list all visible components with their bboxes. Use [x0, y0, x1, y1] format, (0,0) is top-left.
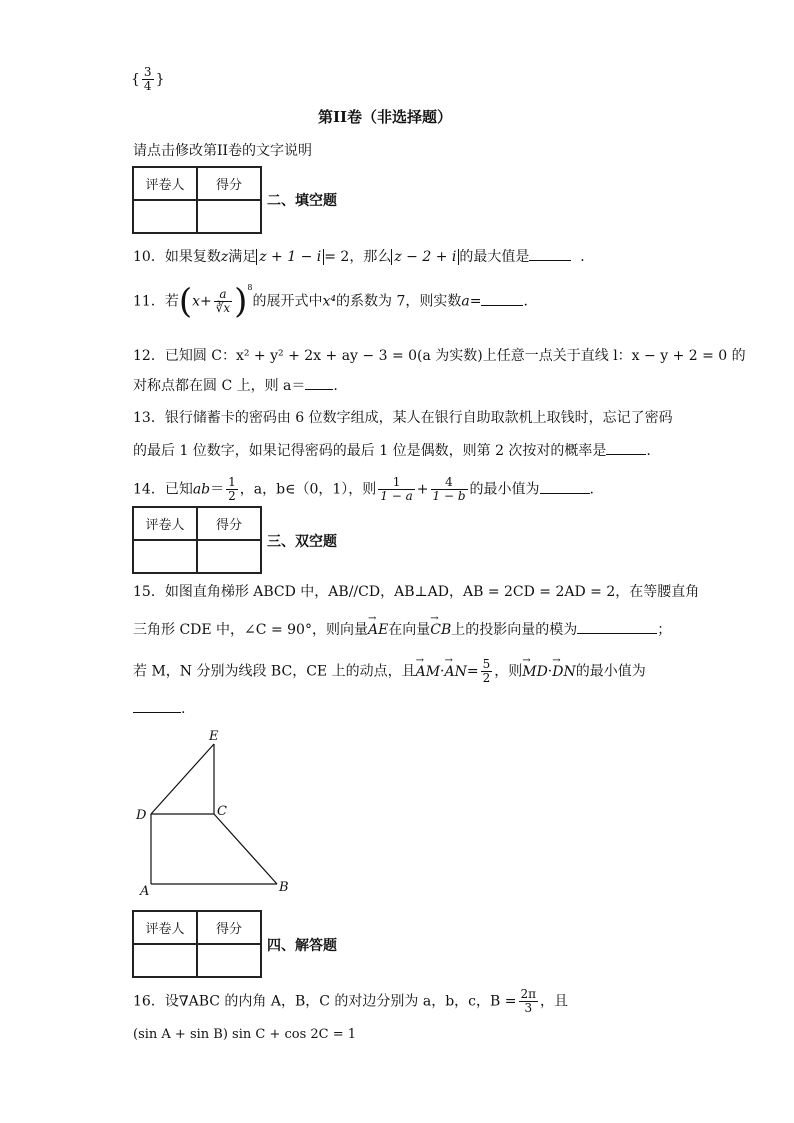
q10-z: z	[220, 249, 229, 265]
q11-exponent: 8	[247, 283, 253, 292]
q11-text-3: 的系数为 7，则实数	[336, 293, 462, 310]
q15-text-6: 的最小值为	[575, 663, 646, 680]
grader-cell[interactable]	[133, 944, 197, 977]
edge-de	[151, 744, 214, 814]
q12-end: .	[333, 378, 338, 394]
dot-operator: ·	[440, 663, 445, 680]
score-header: 得分	[197, 507, 261, 540]
question-14	[133, 476, 594, 503]
question-13-line-2	[133, 440, 651, 461]
brace-open: {	[131, 71, 140, 88]
volume-title: 第II卷（非选择题）	[318, 108, 453, 126]
q13-text: 的最后 1 位数字，如果记得密码的最后 1 位是偶数，则第 2 次按对的概率是	[133, 443, 607, 459]
dot-operator: ·	[547, 663, 553, 680]
answer-blank[interactable]	[481, 291, 523, 306]
vector-ae: → AE	[368, 620, 388, 640]
answer-blank[interactable]	[540, 479, 590, 494]
section-fill-in: 二、填空题	[267, 193, 337, 209]
q15-text-2: 在向量	[388, 622, 431, 638]
q10-text-3: ，那么	[349, 249, 392, 265]
q15-semicolon: ；	[657, 622, 672, 638]
section-answer: 四、解答题	[267, 938, 337, 954]
brace-close: }	[155, 71, 165, 88]
question-16-line-2: (sin A + sin B) sin C + cos 2C = 1	[133, 1027, 357, 1042]
score-cell[interactable]	[197, 540, 261, 573]
question-15-line-2	[133, 619, 671, 640]
q10-modulus-1: z + 1 − i	[256, 249, 324, 265]
q11-x: x	[192, 293, 200, 310]
answer-blank[interactable]	[133, 698, 181, 713]
q15-eq: =	[466, 663, 479, 680]
fraction-denominator: 4	[143, 79, 152, 93]
label-c: C	[217, 804, 227, 819]
top-fraction	[131, 66, 164, 93]
question-13-line-1: 13．银行储蓄卡的密码由 6 位数字组成，某人在银行自助取款机上取钱时，忘记了密码	[133, 410, 673, 426]
score-header: 得分	[197, 167, 261, 200]
q10-modulus-2: z − 2 + i	[391, 249, 459, 265]
question-15-line-1: 15．如图直角梯形 ABCD 中，AB//CD，AB⊥AD，AB = 2CD = 2AD = 2，在等腰直角	[133, 584, 700, 600]
q14-ab: ab	[192, 481, 211, 498]
q15-text: 三角形 CDE 中，∠C = 90°，则向量	[133, 622, 368, 638]
q10-eq: = 2	[324, 249, 350, 265]
q12-text: 对称点都在圆 C 上，则 a＝	[133, 378, 306, 394]
q10-end: ．	[580, 249, 595, 265]
question-12-line-2	[133, 375, 338, 396]
grader-header: 评卷人	[133, 911, 197, 944]
answer-blank[interactable]	[305, 375, 333, 390]
label-e: E	[209, 729, 219, 744]
vector-md: → MD	[522, 662, 548, 682]
grader-cell[interactable]	[133, 540, 197, 573]
q16-text: 16．设∇ABC 的内角 A，B，C 的对边分别为 a，b，c，B =	[133, 993, 517, 1010]
q14-text-3: 的最小值为	[469, 481, 540, 498]
paren-open: (	[178, 281, 193, 322]
trapezoid-figure	[130, 725, 300, 897]
q14-eq: ＝	[210, 481, 225, 498]
score-header: 得分	[197, 911, 261, 944]
q15-frac-num: 5	[482, 657, 491, 671]
q10-text: 10．如果复数	[133, 249, 221, 265]
grader-header: 评卷人	[133, 167, 197, 200]
q14-end: .	[589, 481, 594, 498]
vector-am: → AM	[416, 662, 440, 682]
q14-f2-den: 1 − a	[380, 489, 413, 503]
q15-text-4: 若 M，N 分别为线段 BC，CE 上的动点，且	[133, 663, 416, 680]
question-16	[133, 988, 568, 1015]
score-table	[132, 166, 262, 234]
question-11	[133, 281, 528, 322]
label-a: A	[140, 884, 150, 897]
q11-text: 11．若	[133, 293, 179, 310]
q11-term: x⁴	[322, 293, 337, 310]
grader-header: 评卷人	[133, 507, 197, 540]
q14-f3-den: 1 − b	[432, 489, 466, 503]
question-15-line-3	[133, 658, 646, 685]
q11-a: a	[461, 293, 470, 310]
question-10	[133, 246, 594, 267]
q14-plus: +	[416, 481, 429, 498]
vector-an: → AN	[444, 662, 466, 682]
score-cell[interactable]	[197, 944, 261, 977]
q11-num: a	[214, 288, 232, 302]
label-d: D	[136, 808, 147, 823]
q10-text-2: 满足	[228, 249, 257, 265]
q14-f1-den: 2	[228, 489, 236, 503]
q15-end: .	[181, 701, 186, 717]
q16-frac-den: 3	[524, 1001, 533, 1015]
vector-cb: → CB	[430, 620, 451, 640]
answer-blank[interactable]	[529, 246, 571, 261]
answer-blank[interactable]	[606, 440, 646, 455]
answer-blank[interactable]	[577, 619, 657, 634]
q15-text-3: 上的投影向量的模为	[451, 622, 578, 638]
q11-text-2: 的展开式中	[252, 293, 323, 310]
q14-text: 14．已知	[133, 481, 193, 498]
question-12-line-1: 12．已知圆 C：x² + y² + 2x + ay − 3 = 0(a 为实数)上任意一点关于直线 l：x − y + 2 = 0 的	[133, 348, 746, 364]
q11-eq: =	[469, 293, 482, 310]
q14-text-2: ，a，b∈（0，1），则	[239, 481, 377, 498]
q11-plus: +	[200, 293, 212, 310]
q10-text-4: 的最大值是	[459, 249, 530, 265]
score-table	[132, 910, 262, 978]
edge-cb	[214, 814, 277, 884]
paren-close: )	[234, 281, 248, 322]
section-double-blank: 三、双空题	[267, 534, 337, 550]
vector-dn: → DN	[552, 662, 575, 682]
grader-cell[interactable]	[133, 200, 197, 233]
question-15-line-4	[133, 698, 185, 719]
q15-frac-den: 2	[482, 671, 491, 685]
q14-f1-num: 1	[228, 475, 236, 489]
q15-text-5: ，则	[494, 663, 523, 680]
q16-text-2: ，且	[540, 993, 569, 1010]
q13-end: .	[646, 443, 651, 459]
score-cell[interactable]	[197, 200, 261, 233]
label-b: B	[279, 880, 289, 895]
q11-den: ∛x	[215, 301, 231, 316]
q14-f3-num: 4	[431, 476, 468, 490]
fraction-numerator: 3	[143, 65, 152, 79]
score-table	[132, 506, 262, 574]
q11-end: .	[523, 293, 528, 310]
q16-frac-num: 2π	[520, 987, 537, 1001]
instruction-text[interactable]: 请点击修改第II卷的文字说明	[133, 143, 313, 159]
q14-f2-num: 1	[378, 476, 414, 490]
